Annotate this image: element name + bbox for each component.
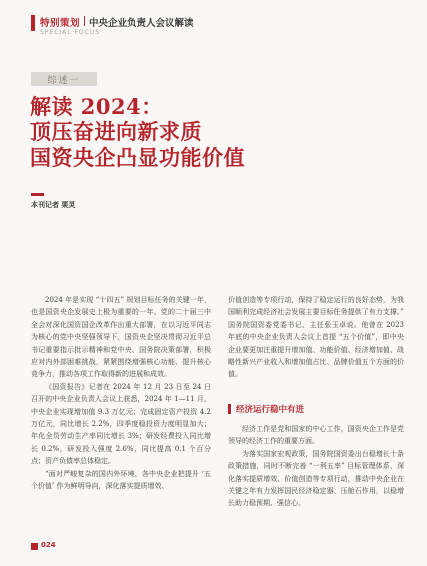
header-topic: 中央企业负责人会议解读 <box>89 18 194 29</box>
body-paragraph: 为落实国家宏观政策，国务院国资委出台稳增长十条政策措施，同时不断完善 “一利五率” 目标管理体系，深化落实提质增效、价值创造等专项行动，推动中央企业在关键之年有力发挥国民经济稳定器、压舱石作用，以稳增长助力稳预期、强信心。 <box>228 449 404 508</box>
section-subhead <box>228 403 304 415</box>
body-column-right-lower <box>228 423 404 510</box>
header-english-label: SPECIAL FOCUS <box>40 29 101 36</box>
page-number: 024 <box>41 541 56 549</box>
body-column-left <box>31 294 211 493</box>
body-column-right <box>228 294 404 381</box>
byline: 本刊记者 栗灵 <box>31 201 76 209</box>
section-tag: 综述一 <box>31 72 97 86</box>
page-number-marker <box>31 543 38 550</box>
body-paragraph: 经济工作是党和国家的中心工作，国资央企工作是党领导的经济工作的重要方面。 <box>228 425 404 446</box>
article-title-line-2: 顶压奋进向新求质 <box>30 119 202 144</box>
header-separator <box>84 16 85 26</box>
body-paragraph: 价值创造等专项行动，保持了稳定运行的良好态势，为我国顺利完成经济社会发展主要目标任务提供了有力支撑。” 国务院国资委党委书记、主任张玉卓说。他曾在 2023 年底的中央企业负责人会议上首提 “五个价值”，即中央企业要更加注重提升增加值、功能价值、经济增加值、战略性新兴产业收入和增加值占比、品牌价值五个方面的价值。 <box>228 296 404 379</box>
feature-label: 特别策划 <box>40 18 81 29</box>
body-paragraph: 2024 年是实现 “十四五” 规划目标任务的关键一年，也是国资央企发展史上极为重要的一年。党的二十届三中全会对深化国资国企改革作出重大部署，在以习近平同志为核心的党中央坚强领导下，国资央企坚决贯彻习近平总书记重要指示批示精神和党中央、国务院决策部署，积极应对内外部困难挑战，紧紧围绕增强核心功能、提升核心竞争力，推动各项工作取得新的进展和成效。 <box>31 296 211 379</box>
article-title-line-3: 国资央企凸显功能价值 <box>30 145 245 170</box>
article-title-line-1: 解读 2024： <box>30 94 163 119</box>
subhead-text: 经济运行稳中有进 <box>236 405 305 415</box>
header-accent-bar <box>31 15 35 31</box>
body-paragraph: “面对严峻复杂的国内外环境，各中央企业把提升 ‘五个价值’ 作为鲜明导向，深化落实提质增效、 <box>31 469 211 491</box>
subhead-marker <box>228 404 231 414</box>
byline-accent-bar <box>31 193 44 196</box>
body-paragraph: 《国资报告》记者在 2024 年 12 月 23 日至 24 日召开的中央企业负责人会议上获悉，2024 年 1—11 月，中央企业实现增加值 9.3 万亿元；完成固定资产投资 4.2 万亿元，同比增长 2.2%，四季度稳投资力度明显加大；年化全员劳动生产率同比增长 3%；研发经费投入同比增长 0.2%，研发投入强度 2.6%，同比提高 0.1 个百分点；资产负债率总体稳定。 <box>31 382 211 466</box>
